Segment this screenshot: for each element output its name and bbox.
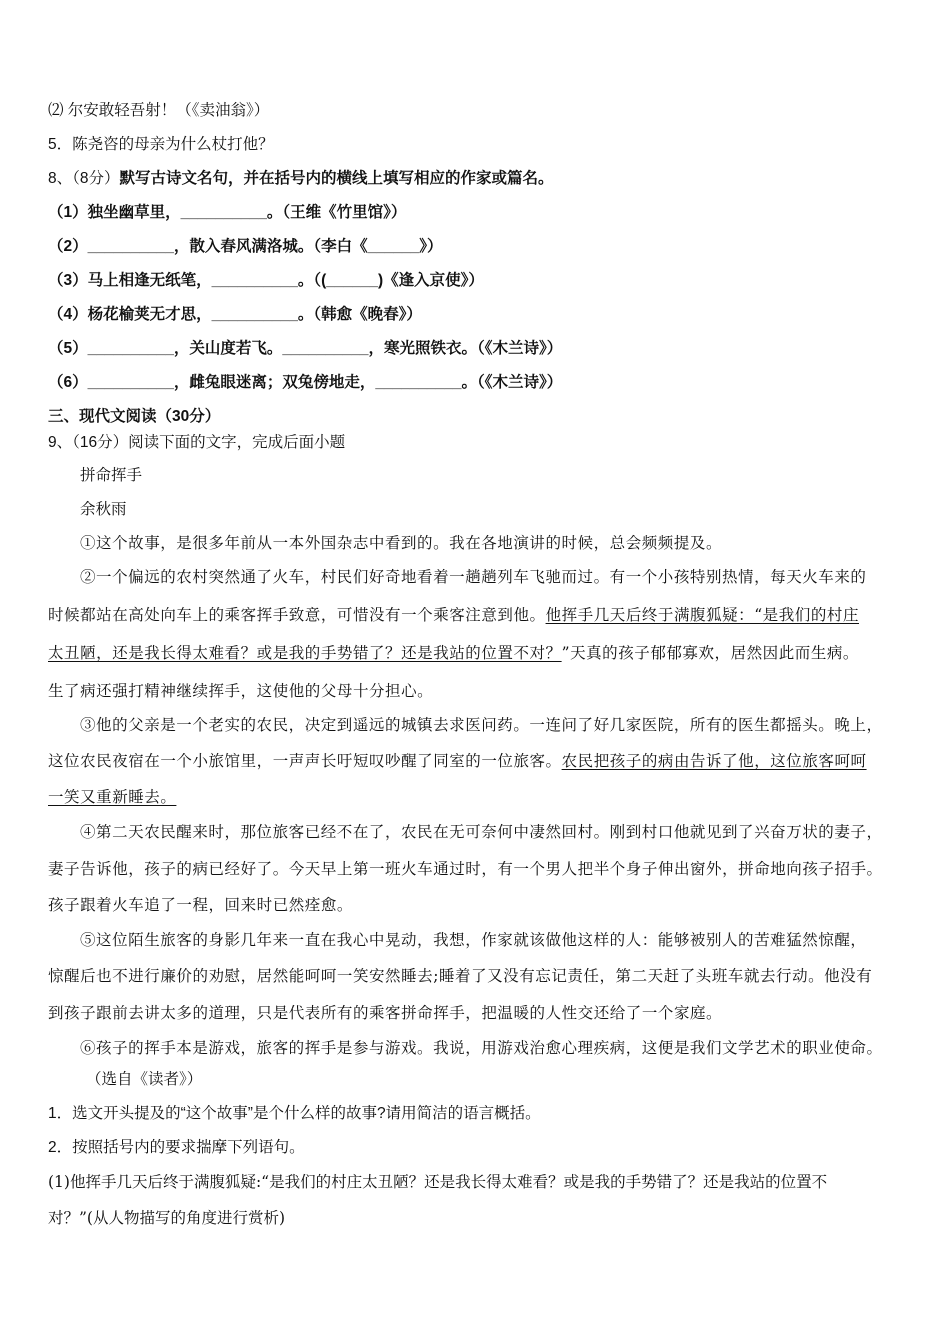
paragraph-2-line-2: [48, 605, 859, 625]
paragraph-4-line-1: ④第二天农民醒来时，那位旅客已经不在了，农民在无可奈何中凄然回村。刚到村口他就见到了兴奋万状的妻子，: [80, 823, 883, 841]
q8-item-6: （6）__________，雌兔眼迷离；双兔傍地走，__________。（《木兰诗》）: [48, 374, 563, 391]
sub-question-2: 2．按照括号内的要求揣摩下列语句。: [48, 1139, 305, 1156]
underlined-sentence-2b: 一笑又重新睡去。: [48, 788, 177, 806]
sub-question-2-1-line-1: (1)他挥手几天后终于满腹狐疑:“是我们的村庄太丑陋？还是我长得太难看？或是我的手势错了？还是我站的位置不: [48, 1173, 828, 1191]
question-8-heading: [48, 169, 554, 189]
question-9-heading: 9、（16分）阅读下面的文字，完成后面小题: [48, 434, 346, 451]
paragraph-2-line-3-plain: ”天真的孩子郁郁寡欢，居然因此而生病。: [561, 644, 859, 662]
section-3-heading: 三、现代文阅读（30分）: [48, 408, 221, 425]
paragraph-1: ①这个故事，是很多年前从一本外国杂志中看到的。我在各地演讲的时候，总会频频提及。: [80, 534, 723, 552]
paragraph-4-line-2: 妻子告诉他，孩子的病已经好了。今天早上第一班火车通过时，有一个男人把半个身子伸出窗外，拼命地向孩子招手。: [48, 860, 883, 878]
article-author: 余秋雨: [80, 500, 127, 518]
paragraph-5-line-1: ⑤这位陌生旅客的身影几年来一直在我心中晃动，我想，作家就该做他这样的人：能够被别人的苦难猛然惊醒，: [80, 931, 867, 949]
paragraph-3-line-1: ③他的父亲是一个老实的农民，决定到遥远的城镇去求医问药。一连问了好几家医院，所有的医生都摇头。晚上，: [80, 716, 883, 734]
paragraph-2-line-4: 生了病还强打精神继续挥手，这使他的父母十分担心。: [48, 682, 434, 700]
paragraph-2-line-3: [48, 643, 859, 663]
underlined-sentence-1b: 太丑陋，还是我长得太难看？或是我的手势错了？还是我站的位置不对？: [48, 644, 562, 662]
sub-question-1: 1．选文开头提及的“这个故事”是个什么样的故事?请用简洁的语言概括。: [48, 1105, 541, 1122]
article-source: （选自《读者》）: [86, 1070, 203, 1088]
underlined-sentence-2a: 农民把孩子的病由告诉了他，这位旅客呵呵: [561, 752, 867, 770]
q8-item-1: （1）独坐幽草里，__________。（王维《竹里馆》）: [48, 204, 407, 221]
paragraph-3-line-3: [48, 787, 176, 807]
question-8-number: 8、（8分）: [48, 170, 120, 187]
question-8-instruction: 默写古诗文名句，并在括号内的横线上填写相应的作家或篇名。: [119, 170, 554, 187]
paragraph-5-line-3: 到孩子跟前去讲太多的道理，只是代表所有的乘客拼命挥手，把温暖的人性交还给了一个家庭。: [48, 1004, 723, 1022]
paragraph-5-line-2: 惊醒后也不进行廉价的劝慰，居然能呵呵一笑安然睡去;睡着了又没有忘记责任，第二天赶了头班车就去行动。他没有: [48, 967, 873, 985]
sub-question-2-1-line-2: 对？”(从人物描写的角度进行赏析): [48, 1209, 286, 1227]
paragraph-3-line-2-plain: 这位农民夜宿在一个小旅馆里，一声声长吁短叹吵醒了同室的一位旅客。: [48, 752, 562, 770]
q8-item-5: （5）__________，关山度若飞。__________，寒光照铁衣。（《木兰诗》）: [48, 340, 563, 357]
paragraph-4-line-3: 孩子跟着火车追了一程，回来时已然痊愈。: [48, 896, 353, 914]
q8-item-2: （2）__________，散入春风满洛城。（李白《______》）: [48, 238, 443, 255]
prev-question-5: 5．陈尧咨的母亲为什么杖打他？: [48, 136, 274, 153]
underlined-sentence-1a: 他挥手几天后终于满腹狐疑：“是我们的村庄: [545, 606, 859, 624]
paragraph-2-line-1: ②一个偏远的农村突然通了火车，村民们好奇地看着一趟趟列车飞驰而过。有一个小孩特别热情，每天火车来的: [80, 568, 867, 586]
paragraph-3-line-2: [48, 751, 867, 771]
paragraph-2-line-2-plain: 时候都站在高处向车上的乘客挥手致意，可惜没有一个乘客注意到他。: [48, 606, 546, 624]
article-title: 拼命挥手: [80, 466, 143, 484]
paragraph-6: ⑥孩子的挥手本是游戏，旅客的挥手是参与游戏。我说，用游戏治愈心理疾病，这便是我们文学艺术的职业使命。: [80, 1039, 883, 1057]
q8-item-4: （4）杨花榆荚无才思，__________。（韩愈《晚春》）: [48, 306, 422, 323]
prev-question-2: ⑵ 尔安敢轻吾射！（《卖油翁》）: [48, 102, 270, 119]
q8-item-3: （3）马上相逢无纸笔，__________。（(______)《逢入京使》）: [48, 272, 484, 289]
